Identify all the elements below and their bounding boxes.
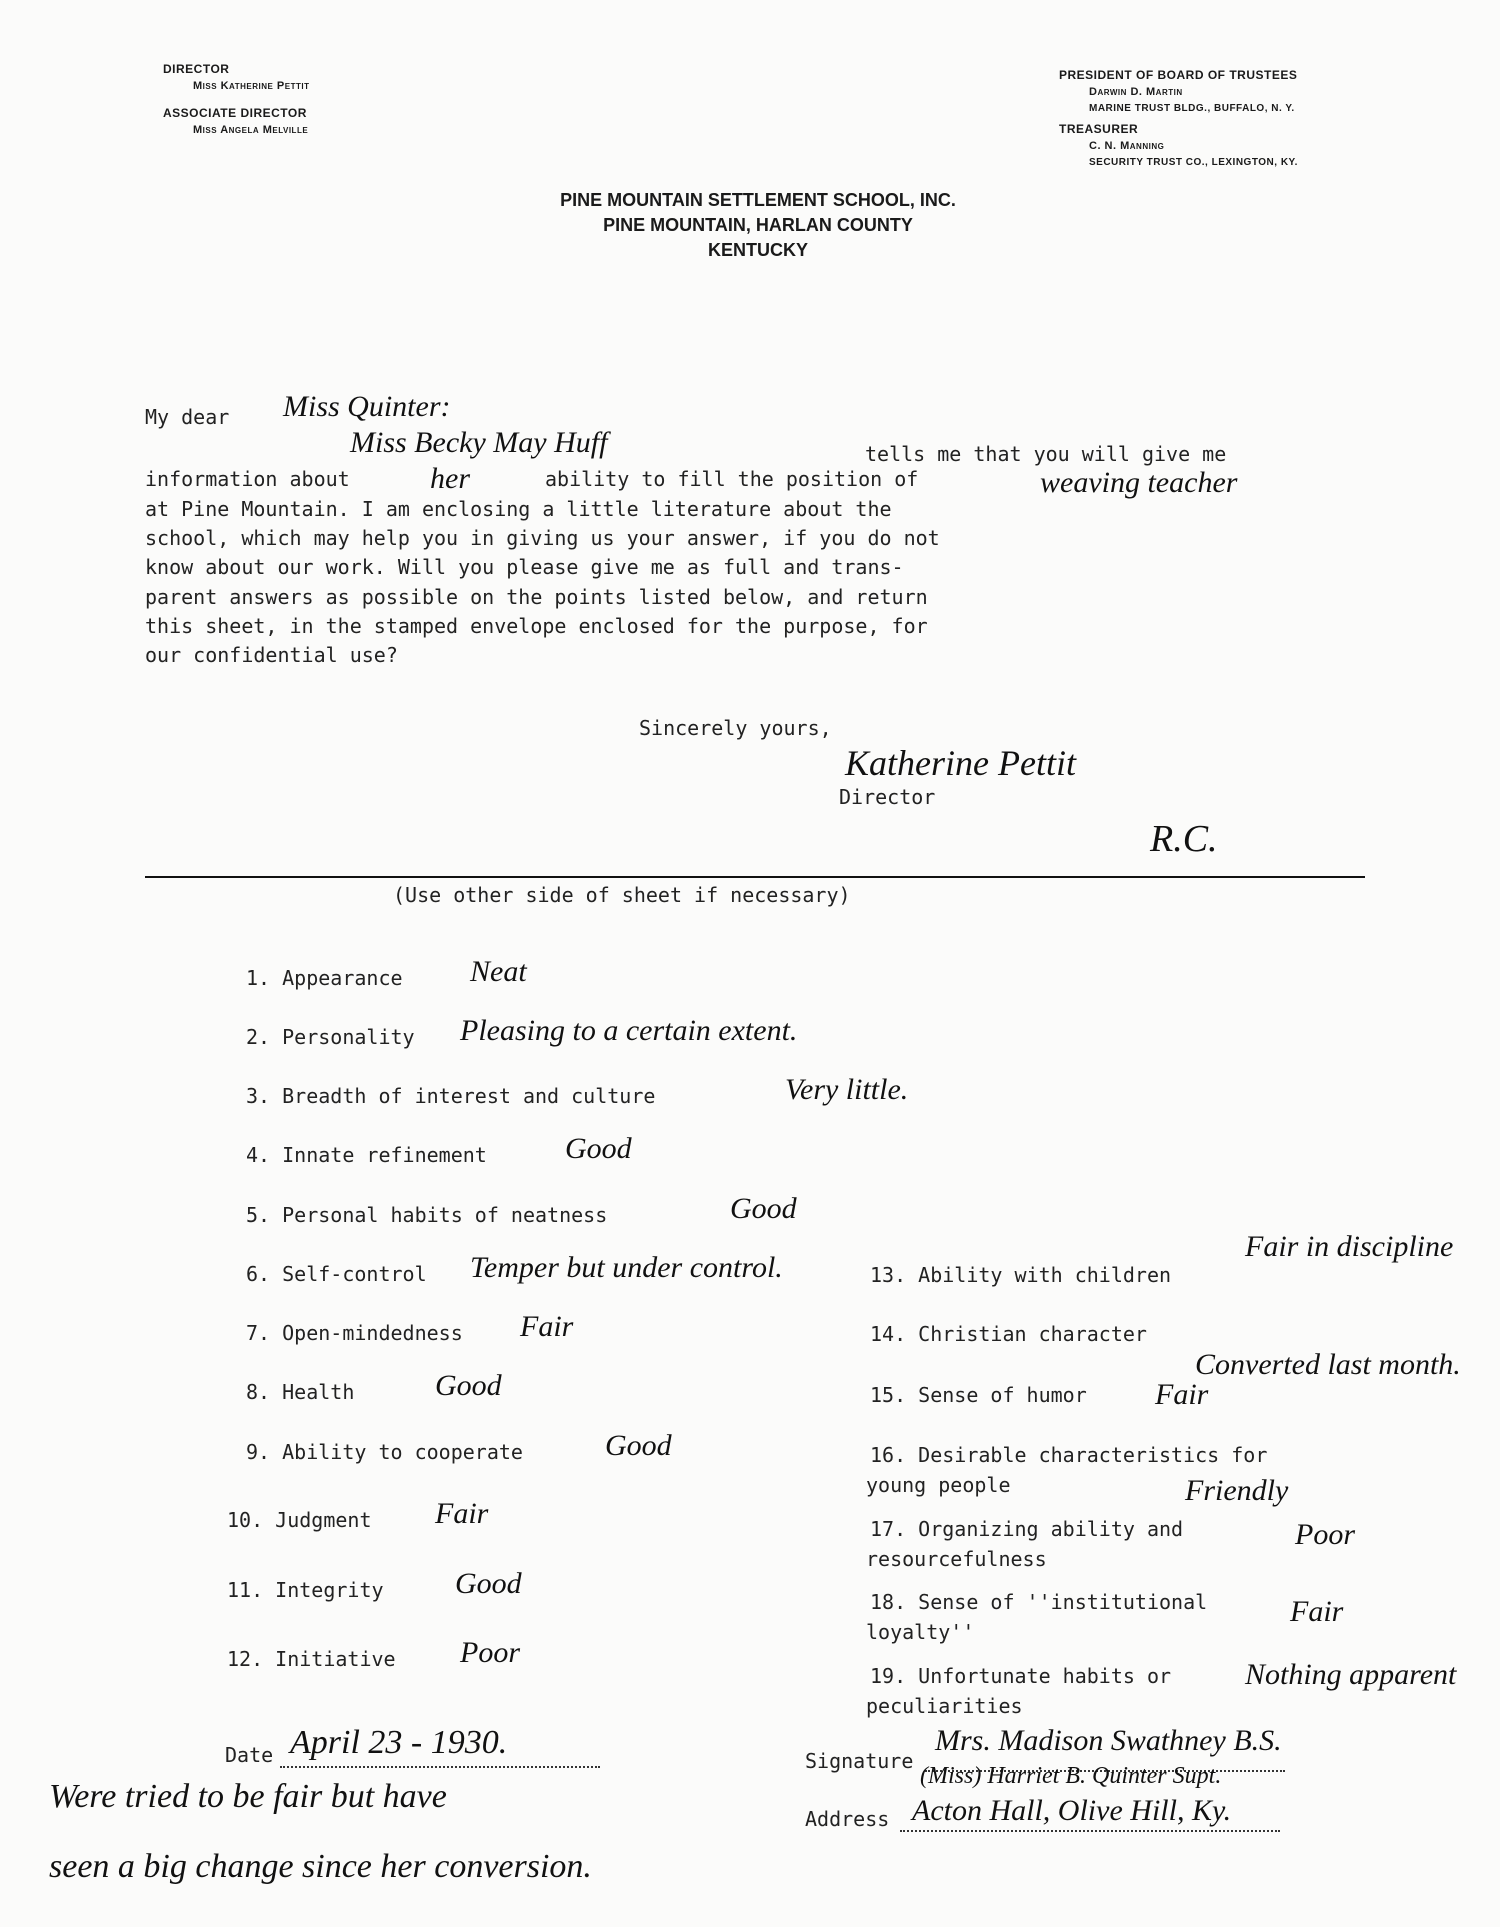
director-label: DIRECTOR bbox=[163, 62, 230, 76]
president-name: Darwin D. Martin bbox=[1089, 86, 1183, 98]
candidate-handwritten: Miss Becky May Huff bbox=[350, 426, 608, 459]
signature-label: Signature bbox=[805, 1749, 914, 1773]
letter-line: this sheet, in the stamped envelope enclosed for the purpose, for bbox=[145, 614, 928, 638]
signer-title: Director bbox=[839, 785, 936, 809]
question-label: 18. Sense of ''institutional bbox=[870, 1590, 1208, 1614]
question-answer[interactable]: Temper but under control. bbox=[470, 1251, 783, 1284]
president-address: MARINE TRUST BLDG., BUFFALO, N. Y. bbox=[1089, 103, 1295, 114]
question-answer[interactable]: Fair bbox=[1290, 1595, 1344, 1628]
letter-line: at Pine Mountain. I am enclosing a little literature about the bbox=[145, 497, 892, 521]
pronoun-handwritten: her bbox=[430, 462, 470, 495]
school-state: KENTUCKY bbox=[707, 240, 808, 260]
letter-line: school, which may help you in giving us your answer, if you do not bbox=[145, 526, 940, 550]
treasurer-label: TREASURER bbox=[1059, 122, 1139, 136]
question-answer[interactable]: Fair bbox=[1155, 1378, 1209, 1411]
question-label-cont: loyalty'' bbox=[866, 1620, 975, 1644]
signature-handwritten-2: (Miss) Harriet B. Quinter Supt. bbox=[920, 1763, 1222, 1789]
question-label: 4. Innate refinement bbox=[246, 1143, 487, 1167]
question-answer[interactable]: Good bbox=[605, 1429, 672, 1462]
letter-line-2-end: ability to fill the position of bbox=[545, 467, 919, 491]
treasurer-address: SECURITY TRUST CO., LEXINGTON, KY. bbox=[1089, 157, 1298, 168]
question-answer[interactable]: Fair bbox=[435, 1497, 489, 1530]
question-label: 14. Christian character bbox=[870, 1322, 1147, 1346]
question-answer[interactable]: Friendly bbox=[1185, 1474, 1289, 1507]
question-answer[interactable]: Poor bbox=[1295, 1518, 1355, 1551]
question-label: 2. Personality bbox=[246, 1025, 415, 1049]
footnote-handwritten-2: seen a big change since her conversion. bbox=[49, 1848, 592, 1885]
question-label: 10. Judgment bbox=[227, 1508, 372, 1532]
question-answer[interactable]: Good bbox=[730, 1192, 797, 1225]
question-answer[interactable]: Nothing apparent bbox=[1245, 1658, 1457, 1691]
question-label: 3. Breadth of interest and culture bbox=[246, 1084, 656, 1108]
question-answer[interactable]: Converted last month. bbox=[1195, 1348, 1461, 1381]
question-label: 7. Open-mindedness bbox=[246, 1321, 463, 1345]
letter-line-1: tells me that you will give me bbox=[865, 442, 1227, 466]
date-label: Date bbox=[225, 1743, 274, 1767]
footnote-handwritten-1: Were tried to be fair but have bbox=[49, 1778, 447, 1815]
question-answer[interactable]: Good bbox=[455, 1567, 522, 1600]
letter-line: our confidential use? bbox=[145, 643, 398, 667]
question-answer[interactable]: Very little. bbox=[785, 1073, 909, 1106]
question-label: 17. Organizing ability and bbox=[870, 1517, 1184, 1541]
question-label: 5. Personal habits of neatness bbox=[246, 1203, 608, 1227]
form-note: (Use other side of sheet if necessary) bbox=[393, 883, 851, 907]
closing: Sincerely yours, bbox=[639, 716, 832, 740]
director-signature: Katherine Pettit bbox=[845, 743, 1076, 783]
director-name: Miss Katherine Pettit bbox=[193, 80, 310, 92]
question-answer[interactable]: Fair in discipline bbox=[1245, 1230, 1454, 1263]
question-label-cont: resourcefulness bbox=[866, 1547, 1047, 1571]
question-label: 9. Ability to cooperate bbox=[246, 1440, 523, 1464]
school-location: PINE MOUNTAIN, HARLAN COUNTY bbox=[603, 215, 913, 235]
recipient-handwritten: Miss Quinter: bbox=[283, 390, 451, 423]
salutation: My dear bbox=[145, 405, 230, 429]
question-label: 8. Health bbox=[246, 1380, 355, 1404]
question-label: 19. Unfortunate habits or bbox=[870, 1664, 1172, 1688]
school-name: PINE MOUNTAIN SETTLEMENT SCHOOL, INC. bbox=[560, 190, 956, 210]
question-label: 16. Desirable characteristics for bbox=[870, 1443, 1268, 1467]
assoc-director-name: Miss Angela Melville bbox=[193, 124, 309, 136]
question-answer[interactable]: Good bbox=[565, 1132, 632, 1165]
letter-line-2-start: information about bbox=[145, 467, 350, 491]
question-label: 6. Self-control bbox=[246, 1262, 427, 1286]
divider-rule bbox=[145, 876, 1365, 878]
question-answer[interactable]: Pleasing to a certain extent. bbox=[460, 1014, 798, 1047]
question-answer[interactable]: Neat bbox=[470, 955, 527, 988]
date-handwritten[interactable]: April 23 - 1930. bbox=[290, 1724, 508, 1761]
position-handwritten: weaving teacher bbox=[1040, 466, 1238, 499]
question-label: 15. Sense of humor bbox=[870, 1383, 1087, 1407]
assoc-director-label: ASSOCIATE DIRECTOR bbox=[163, 106, 307, 120]
letter-line: parent answers as possible on the points listed below, and return bbox=[145, 585, 928, 609]
initials-handwritten: R.C. bbox=[1150, 818, 1218, 860]
question-answer[interactable]: Fair bbox=[520, 1310, 574, 1343]
address-handwritten[interactable]: Acton Hall, Olive Hill, Ky. bbox=[912, 1794, 1232, 1827]
question-answer[interactable]: Poor bbox=[460, 1636, 520, 1669]
question-label-cont: young people bbox=[866, 1473, 1011, 1497]
letter-line: know about our work. Will you please give me as full and trans- bbox=[145, 555, 904, 579]
address-label: Address bbox=[805, 1807, 890, 1831]
question-label: 12. Initiative bbox=[227, 1647, 396, 1671]
question-label: 1. Appearance bbox=[246, 966, 403, 990]
question-answer[interactable]: Good bbox=[435, 1369, 502, 1402]
question-label-cont: peculiarities bbox=[866, 1694, 1023, 1718]
president-label: PRESIDENT OF BOARD OF TRUSTEES bbox=[1059, 68, 1298, 82]
signature-handwritten[interactable]: Mrs. Madison Swathney B.S. bbox=[935, 1724, 1282, 1757]
question-label: 13. Ability with children bbox=[870, 1263, 1172, 1287]
treasurer-name: C. N. Manning bbox=[1089, 140, 1165, 152]
question-label: 11. Integrity bbox=[227, 1578, 384, 1602]
